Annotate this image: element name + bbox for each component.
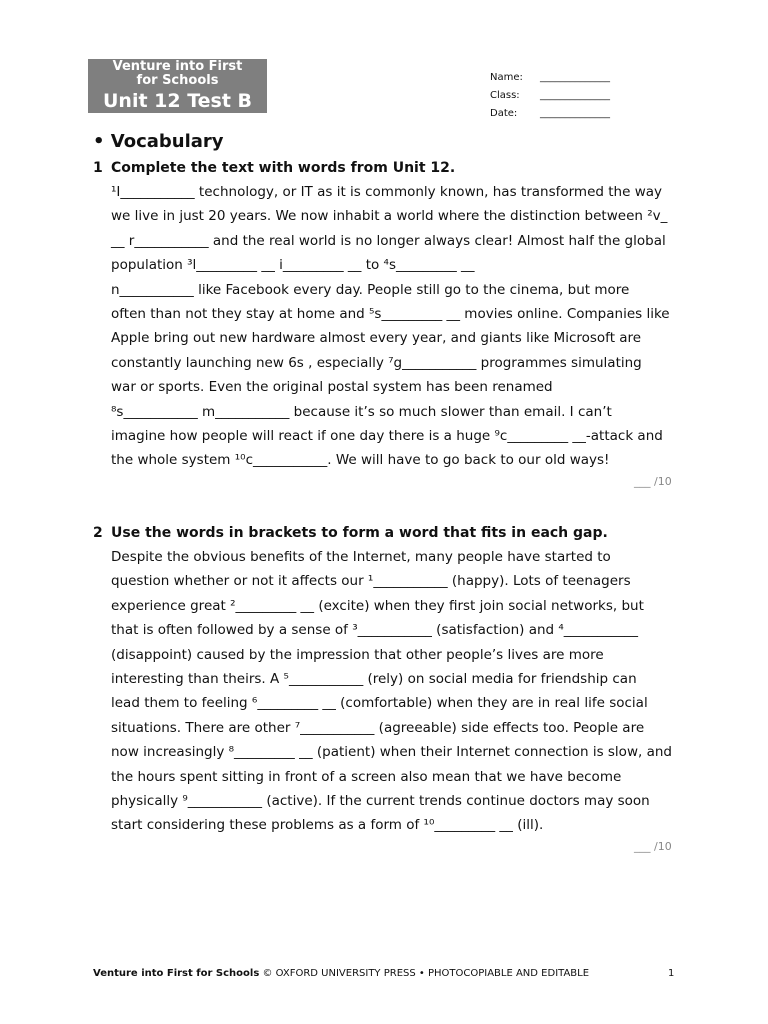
q2-line: now increasingly ⁸_________ __ (patient) when their Internet connection is slow, and [111, 744, 672, 761]
q1-line: population ³l_________ __ i_________ __ to ⁴s_________ __ [111, 257, 475, 274]
class-label: Class: [490, 90, 520, 101]
q1-line: n___________ like Facebook every day. People still go to the cinema, but more [111, 281, 630, 298]
footer-copyright: © OXFORD UNIVERSITY PRESS • PHOTOCOPIABLE AND EDITABLE [259, 968, 590, 979]
q1-line: __ r___________ and the real world is no longer always clear! Almost half the global [111, 232, 666, 249]
question-1-score: ___ /10 [634, 475, 672, 488]
question-2-heading [93, 525, 608, 541]
q1-line: ⁸s___________ m___________ because it’s so much slower than email. I can’t [111, 403, 612, 420]
series-title [88, 60, 267, 88]
unit-title: Unit 12 Test B [102, 90, 253, 112]
question-1-number: 1 [93, 160, 103, 176]
q1-line: we live in just 20 years. We now inhabit a world where the distinction between ²v_ [111, 208, 668, 225]
date-field [490, 108, 610, 119]
name-label: Name: [490, 72, 523, 83]
question-2-number: 2 [93, 525, 103, 541]
page-number: 1 [668, 968, 675, 979]
q1-line: imagine how people will react if one day there is a huge ⁹c_________ __-attack and [111, 428, 663, 445]
q1-line: war or sports. Even the original postal system has been renamed [111, 379, 553, 396]
class-field [490, 90, 610, 101]
section-title: • Vocabulary [93, 131, 224, 152]
question-1-text [111, 180, 681, 473]
q2-line: lead them to feeling ⁶_________ __ (comfortable) when they are in real life social [111, 695, 648, 712]
footer-brand: Venture into First for Schools [93, 968, 260, 979]
q1-line: often than not they stay at home and ⁵s_________ __ movies online. Companies like [111, 306, 670, 323]
question-2-instruction: Use the words in brackets to form a word that fits in each gap. [111, 525, 608, 541]
question-2-text [111, 545, 681, 838]
name-blank[interactable]: ______________ [540, 72, 610, 83]
question-1-heading [93, 160, 455, 176]
q2-line: (disappoint) caused by the impression that other people’s lives are more [111, 646, 604, 663]
q1-line: the whole system ¹⁰c___________. We will have to go back to our old ways! [111, 452, 610, 469]
series-title-line1: Venture into First [112, 59, 243, 74]
q2-line: situations. There are other ⁷___________ (agreeable) side effects too. People are [111, 719, 645, 736]
q2-line: question whether or not it affects our ¹___________ (happy). Lots of teenagers [111, 573, 631, 590]
q2-line: that is often followed by a sense of ³___________ (satisfaction) and ⁴___________ [111, 622, 639, 639]
q1-line: constantly launching new 6s , especially ⁷g___________ programmes simulating [111, 354, 642, 371]
q2-line: Despite the obvious benefits of the Internet, many people have started to [111, 549, 611, 565]
footer [93, 968, 589, 979]
date-blank[interactable]: ______________ [540, 108, 610, 119]
q2-line: experience great ²_________ __ (excite) when they first join social networks, but [111, 597, 644, 614]
q2-line: start considering these problems as a form of ¹⁰_________ __ (ill). [111, 817, 544, 834]
date-label: Date: [490, 108, 518, 119]
question-1-instruction: Complete the text with words from Unit 12. [111, 160, 456, 176]
q1-line: ¹I___________ technology, or IT as it is commonly known, has transformed the way [111, 184, 663, 200]
name-field [490, 72, 610, 83]
q2-line: the hours spent sitting in front of a screen also mean that we have become [111, 768, 622, 785]
q2-line: physically ⁹___________ (active). If the current trends continue doctors may soon [111, 793, 650, 810]
q1-line: Apple bring out new hardware almost every year, and giants like Microsoft are [111, 330, 642, 347]
unit-header-box [88, 59, 267, 113]
class-blank[interactable]: ______________ [540, 90, 610, 101]
q2-line: interesting than theirs. A ⁵___________ (rely) on social media for friendship can [111, 671, 637, 688]
series-title-line2: for Schools [136, 73, 219, 88]
question-2-score: ___ /10 [634, 840, 672, 853]
